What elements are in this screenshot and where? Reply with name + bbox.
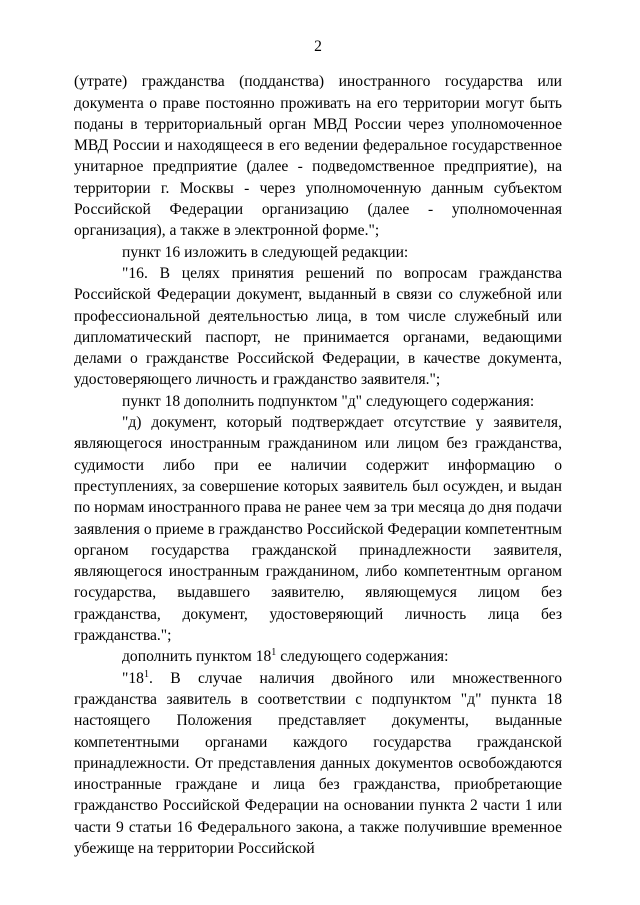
paragraph-continuation: (утрате) гражданства (подданства) иностранного государства или документа о праве постоянно проживать на его территории могут быть поданы в территориальный орган МВД России через уполномоченное МВД России и находящееся в его ведении федеральное государственное унитарное предприятие (далее - подведомственное предприятие), на территории г. Москвы - через уполномоченную данным субъектом Российской Федерации организацию (далее - уполномоченная организация), а также в электронной форме."; bbox=[74, 73, 562, 240]
paragraph-clause-18-1 bbox=[74, 668, 562, 860]
page-number: 2 bbox=[314, 38, 322, 55]
text-fragment: дополнить пунктом 18 bbox=[122, 648, 272, 666]
paragraph-instruction-18: пункт 18 дополнить подпунктом "д" следующего содержания: bbox=[122, 392, 535, 410]
paragraph-instruction-18-1 bbox=[74, 646, 562, 667]
paragraph-clause-16: "16. В целях принятия решений по вопросам гражданства Российской Федерации документ, выданный в связи со служебной или профессиональной деятельностью лица, в том числе служебный или дипломатический паспорт, не принимается органами, ведающими делами о гражданстве Российской Федерации, в качестве документа, удостоверяющего личность и гражданство заявителя."; bbox=[74, 264, 562, 389]
paragraph-subclause-d: "д) документ, который подтверждает отсутствие у заявителя, являющегося иностранным гражданином или лицом без гражданства, судимости либо при ее наличии содержит информацию о преступлениях, за совершение которых заявитель был осужден, и выдан по нормам иностранного права не ранее чем за три месяца до дня подачи заявления о приеме в гражданство Российской Федерации компетентным органом государства гражданской принадлежности заявителя, являющегося иностранным гражданином, либо компетентным органом государства, выдавшего заявителю, являющемуся лицом без гражданства, документ, удостоверяющий личность лица без гражданства."; bbox=[74, 414, 562, 645]
paragraph-instruction-16: пункт 16 изложить в следующей редакции: bbox=[122, 243, 409, 261]
superscript: 1 bbox=[143, 668, 149, 680]
text-fragment: "18 bbox=[122, 669, 144, 687]
text-fragment: . В случае наличия двойного или множественного гражданства заявитель в соответствии с подпунктом "д" пункта 18 настоящего Положения представляет документы, выданные компетентными органами каждого государства гражданской принадлежности. От представления данных документов освобождаются иностранные граждане и лица без гражданства, приобретающие гражданство Российской Федерации на основании пункта 2 части 1 или части 9 статьи 16 Федерального закона, а также получившие временное убежище на территории Российской bbox=[74, 669, 562, 857]
text-fragment: следующего содержания: bbox=[276, 648, 449, 666]
superscript: 1 bbox=[271, 647, 277, 659]
